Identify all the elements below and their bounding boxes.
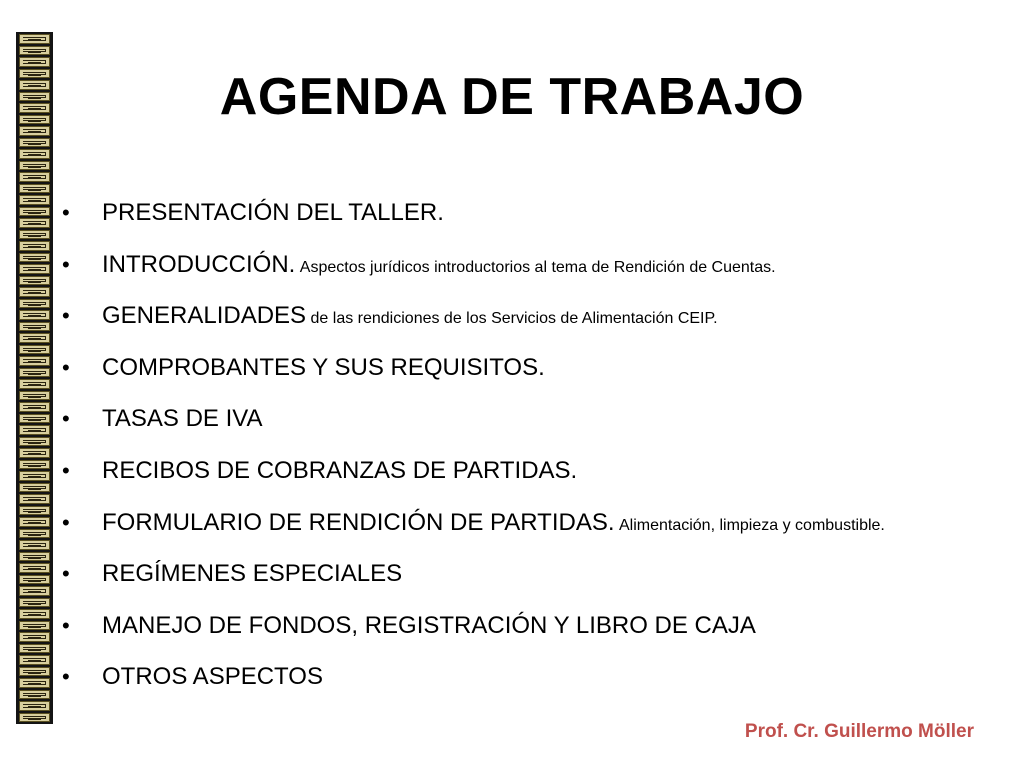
greek-key-tile bbox=[19, 575, 50, 585]
greek-key-tile bbox=[19, 356, 50, 366]
greek-key-tile bbox=[19, 402, 50, 412]
greek-key-tile bbox=[19, 253, 50, 263]
greek-key-tile bbox=[19, 287, 50, 297]
greek-key-tile bbox=[19, 609, 50, 619]
list-item bbox=[62, 451, 1002, 503]
bullet-icon: • bbox=[62, 457, 70, 483]
greek-key-tile bbox=[19, 563, 50, 573]
greek-key-tile bbox=[19, 161, 50, 171]
greek-key-tile bbox=[19, 368, 50, 378]
greek-key-tile bbox=[19, 690, 50, 700]
list-item bbox=[62, 657, 1002, 709]
author-footer: Prof. Cr. Guillermo Möller bbox=[744, 721, 974, 742]
greek-key-tile bbox=[19, 333, 50, 343]
item-title: PRESENTACIÓN DEL TALLER. bbox=[102, 199, 444, 226]
greek-key-tile bbox=[19, 149, 50, 159]
bullet-icon: • bbox=[62, 251, 70, 277]
greek-key-tile bbox=[19, 471, 50, 481]
greek-key-tile bbox=[19, 494, 50, 504]
greek-key-tile bbox=[19, 264, 50, 274]
item-title: RECIBOS DE COBRANZAS DE PARTIDAS. bbox=[102, 456, 578, 484]
greek-key-tile bbox=[19, 115, 50, 125]
greek-key-border bbox=[16, 32, 53, 724]
greek-key-tile bbox=[19, 276, 50, 286]
bullet-icon: • bbox=[62, 561, 70, 587]
item-title: MANEJO DE FONDOS, REGISTRACIÓN Y LIBRO DE CAJA bbox=[102, 611, 756, 639]
greek-key-tile bbox=[19, 172, 50, 182]
greek-key-tile bbox=[19, 80, 50, 90]
item-description: de las rendiciones de los Servicios de Alimentación CEIP. bbox=[310, 310, 718, 328]
greek-key-tile bbox=[19, 103, 50, 113]
list-item bbox=[62, 348, 1002, 400]
bullet-icon: • bbox=[62, 509, 70, 535]
greek-key-tile bbox=[19, 218, 50, 228]
greek-key-tile bbox=[19, 483, 50, 493]
greek-key-tile bbox=[19, 540, 50, 550]
greek-key-tile bbox=[19, 667, 50, 677]
item-title: OTROS ASPECTOS bbox=[102, 663, 323, 691]
greek-key-tile bbox=[19, 460, 50, 470]
greek-key-tile bbox=[19, 529, 50, 539]
list-item bbox=[62, 296, 1002, 348]
greek-key-tile bbox=[19, 34, 50, 44]
bullet-icon: • bbox=[62, 664, 70, 690]
greek-key-tile bbox=[19, 322, 50, 332]
greek-key-tile bbox=[19, 230, 50, 240]
item-title: GENERALIDADES bbox=[102, 302, 307, 330]
greek-key-tile bbox=[19, 552, 50, 562]
greek-key-tile bbox=[19, 701, 50, 711]
bullet-icon: • bbox=[62, 612, 70, 638]
greek-key-tile bbox=[19, 678, 50, 688]
greek-key-tile bbox=[19, 425, 50, 435]
greek-key-tile bbox=[19, 184, 50, 194]
slide-title: AGENDA DE TRABAJO bbox=[219, 68, 805, 126]
greek-key-tile bbox=[19, 92, 50, 102]
bullet-icon: • bbox=[62, 303, 70, 329]
greek-key-tile bbox=[19, 195, 50, 205]
item-title: FORMULARIO DE RENDICIÓN DE PARTIDAS. bbox=[102, 508, 615, 536]
greek-key-tile bbox=[19, 586, 50, 596]
greek-key-tile bbox=[19, 414, 50, 424]
greek-key-tile bbox=[19, 506, 50, 516]
item-title: REGÍMENES ESPECIALES bbox=[102, 560, 403, 588]
list-item bbox=[62, 554, 1002, 606]
item-title: INTRODUCCIÓN. bbox=[102, 250, 296, 278]
list-item bbox=[62, 606, 1002, 658]
list-item bbox=[62, 503, 1002, 555]
greek-key-tile bbox=[19, 69, 50, 79]
greek-key-tile bbox=[19, 310, 50, 320]
agenda-list bbox=[62, 193, 1002, 709]
greek-key-tile bbox=[19, 598, 50, 608]
bullet-icon: • bbox=[62, 354, 70, 380]
item-title: COMPROBANTES Y SUS REQUISITOS. bbox=[102, 353, 545, 381]
item-title: TASAS DE IVA bbox=[102, 405, 263, 433]
bullet-icon: • bbox=[62, 406, 70, 432]
greek-key-tile bbox=[19, 644, 50, 654]
greek-key-tile bbox=[19, 379, 50, 389]
greek-key-tile bbox=[19, 391, 50, 401]
greek-key-tile bbox=[19, 621, 50, 631]
item-description: Aspectos jurídicos introductorios al tema de Rendición de Cuentas. bbox=[299, 258, 776, 276]
greek-key-tile bbox=[19, 713, 50, 723]
greek-key-tile bbox=[19, 46, 50, 56]
item-description: Alimentación, limpieza y combustible. bbox=[618, 516, 885, 534]
greek-key-tile bbox=[19, 448, 50, 458]
greek-key-tile bbox=[19, 207, 50, 217]
greek-key-tile bbox=[19, 126, 50, 136]
greek-key-tile bbox=[19, 632, 50, 642]
list-item bbox=[62, 245, 1002, 297]
greek-key-tile bbox=[19, 655, 50, 665]
greek-key-tile bbox=[19, 241, 50, 251]
greek-key-tile bbox=[19, 517, 50, 527]
greek-key-tile bbox=[19, 299, 50, 309]
list-item bbox=[62, 399, 1002, 451]
greek-key-tile bbox=[19, 138, 50, 148]
bullet-icon: • bbox=[62, 200, 70, 225]
greek-key-tile bbox=[19, 57, 50, 67]
list-item bbox=[62, 193, 1002, 245]
greek-key-tile bbox=[19, 437, 50, 447]
greek-key-tile bbox=[19, 345, 50, 355]
